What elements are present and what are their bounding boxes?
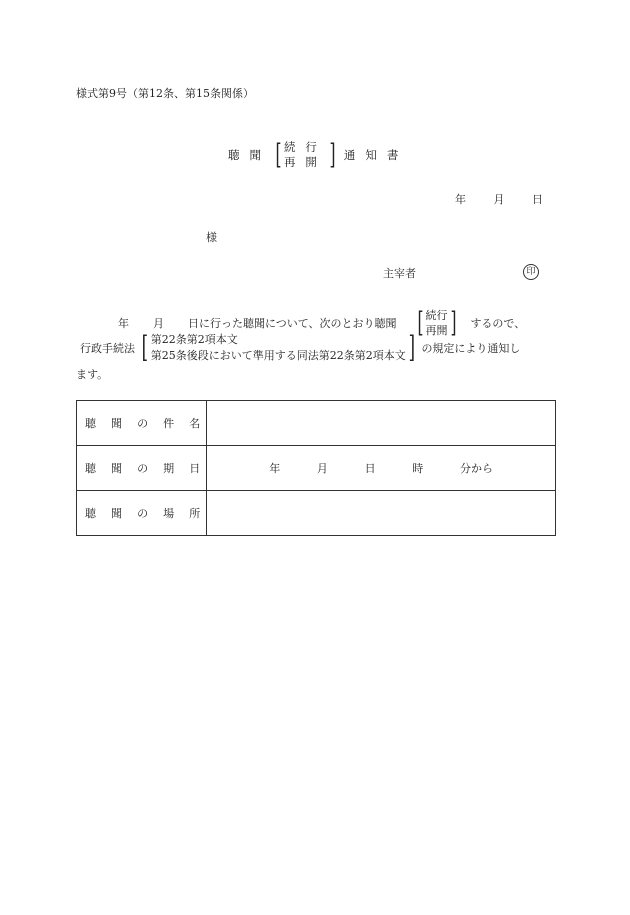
law-article-option-1: 第22条第2項本文 [150, 333, 238, 346]
form-number-label: 様式第9号（第12条、第15条関係） [76, 87, 254, 100]
title-char: 知 [365, 148, 377, 162]
date-year: 年 [455, 193, 466, 206]
period-minute: 分から [459, 462, 493, 475]
body-year: 年 [118, 317, 129, 330]
date-day: 日 [532, 193, 543, 206]
hearing-place-label: 聴 聞 の 場 所 [77, 491, 207, 536]
body-month: 月 [153, 317, 164, 330]
date-month: 月 [493, 193, 505, 206]
title-option-resume: 再開 [283, 155, 327, 169]
hearing-date-value[interactable] [207, 446, 556, 491]
hearing-subject-label: 聴 聞 の 件 名 [77, 401, 207, 446]
left-brace-icon: [ [141, 330, 149, 365]
body-option-continue: 続行 [425, 309, 448, 322]
hearing-place-value[interactable] [207, 491, 556, 536]
body-line-2 [80, 331, 520, 365]
title-char: 聞 [249, 148, 261, 162]
law-article-brace [139, 332, 417, 364]
body-text: 日に行った聴聞について、次のとおり聴聞 [188, 317, 397, 330]
body-line2-tail: の規定により通知し [421, 342, 521, 355]
title-char: 通 [343, 148, 356, 162]
period-year: 年 [269, 462, 281, 475]
right-brace-icon: ] [408, 330, 415, 365]
law-article-option-2: 第25条後段において準用する同法第22条第2項本文 [150, 349, 406, 362]
period-month: 月 [316, 462, 328, 475]
period-day: 日 [364, 462, 376, 475]
body-option-resume: 再開 [425, 324, 448, 337]
left-brace-icon: [ [417, 306, 424, 339]
issue-date [455, 191, 567, 207]
document-title [228, 139, 408, 171]
title-char: 聴 [228, 148, 240, 162]
period-hour: 時 [412, 462, 424, 475]
hearing-details-table [76, 400, 556, 536]
law-name: 行政手続法 [80, 342, 135, 355]
right-brace-icon: ] [449, 306, 456, 339]
host-label: 主宰者 [383, 267, 416, 280]
hearing-subject-value[interactable] [207, 401, 556, 446]
right-brace-icon: ] [329, 138, 336, 171]
title-char: 書 [386, 148, 399, 162]
body-line-3: ます。 [76, 368, 109, 381]
table-row [77, 446, 556, 491]
title-option-brace [273, 140, 338, 170]
hearing-date-label: 聴 聞 の 期 日 [77, 446, 207, 491]
addressee-suffix: 様 [206, 231, 217, 244]
left-brace-icon: [ [275, 138, 282, 171]
body-tail: するので、 [470, 317, 526, 330]
table-row [77, 401, 556, 446]
seal-icon: 印 [523, 264, 539, 280]
table-row [77, 491, 556, 536]
title-option-continue: 続行 [283, 140, 327, 154]
